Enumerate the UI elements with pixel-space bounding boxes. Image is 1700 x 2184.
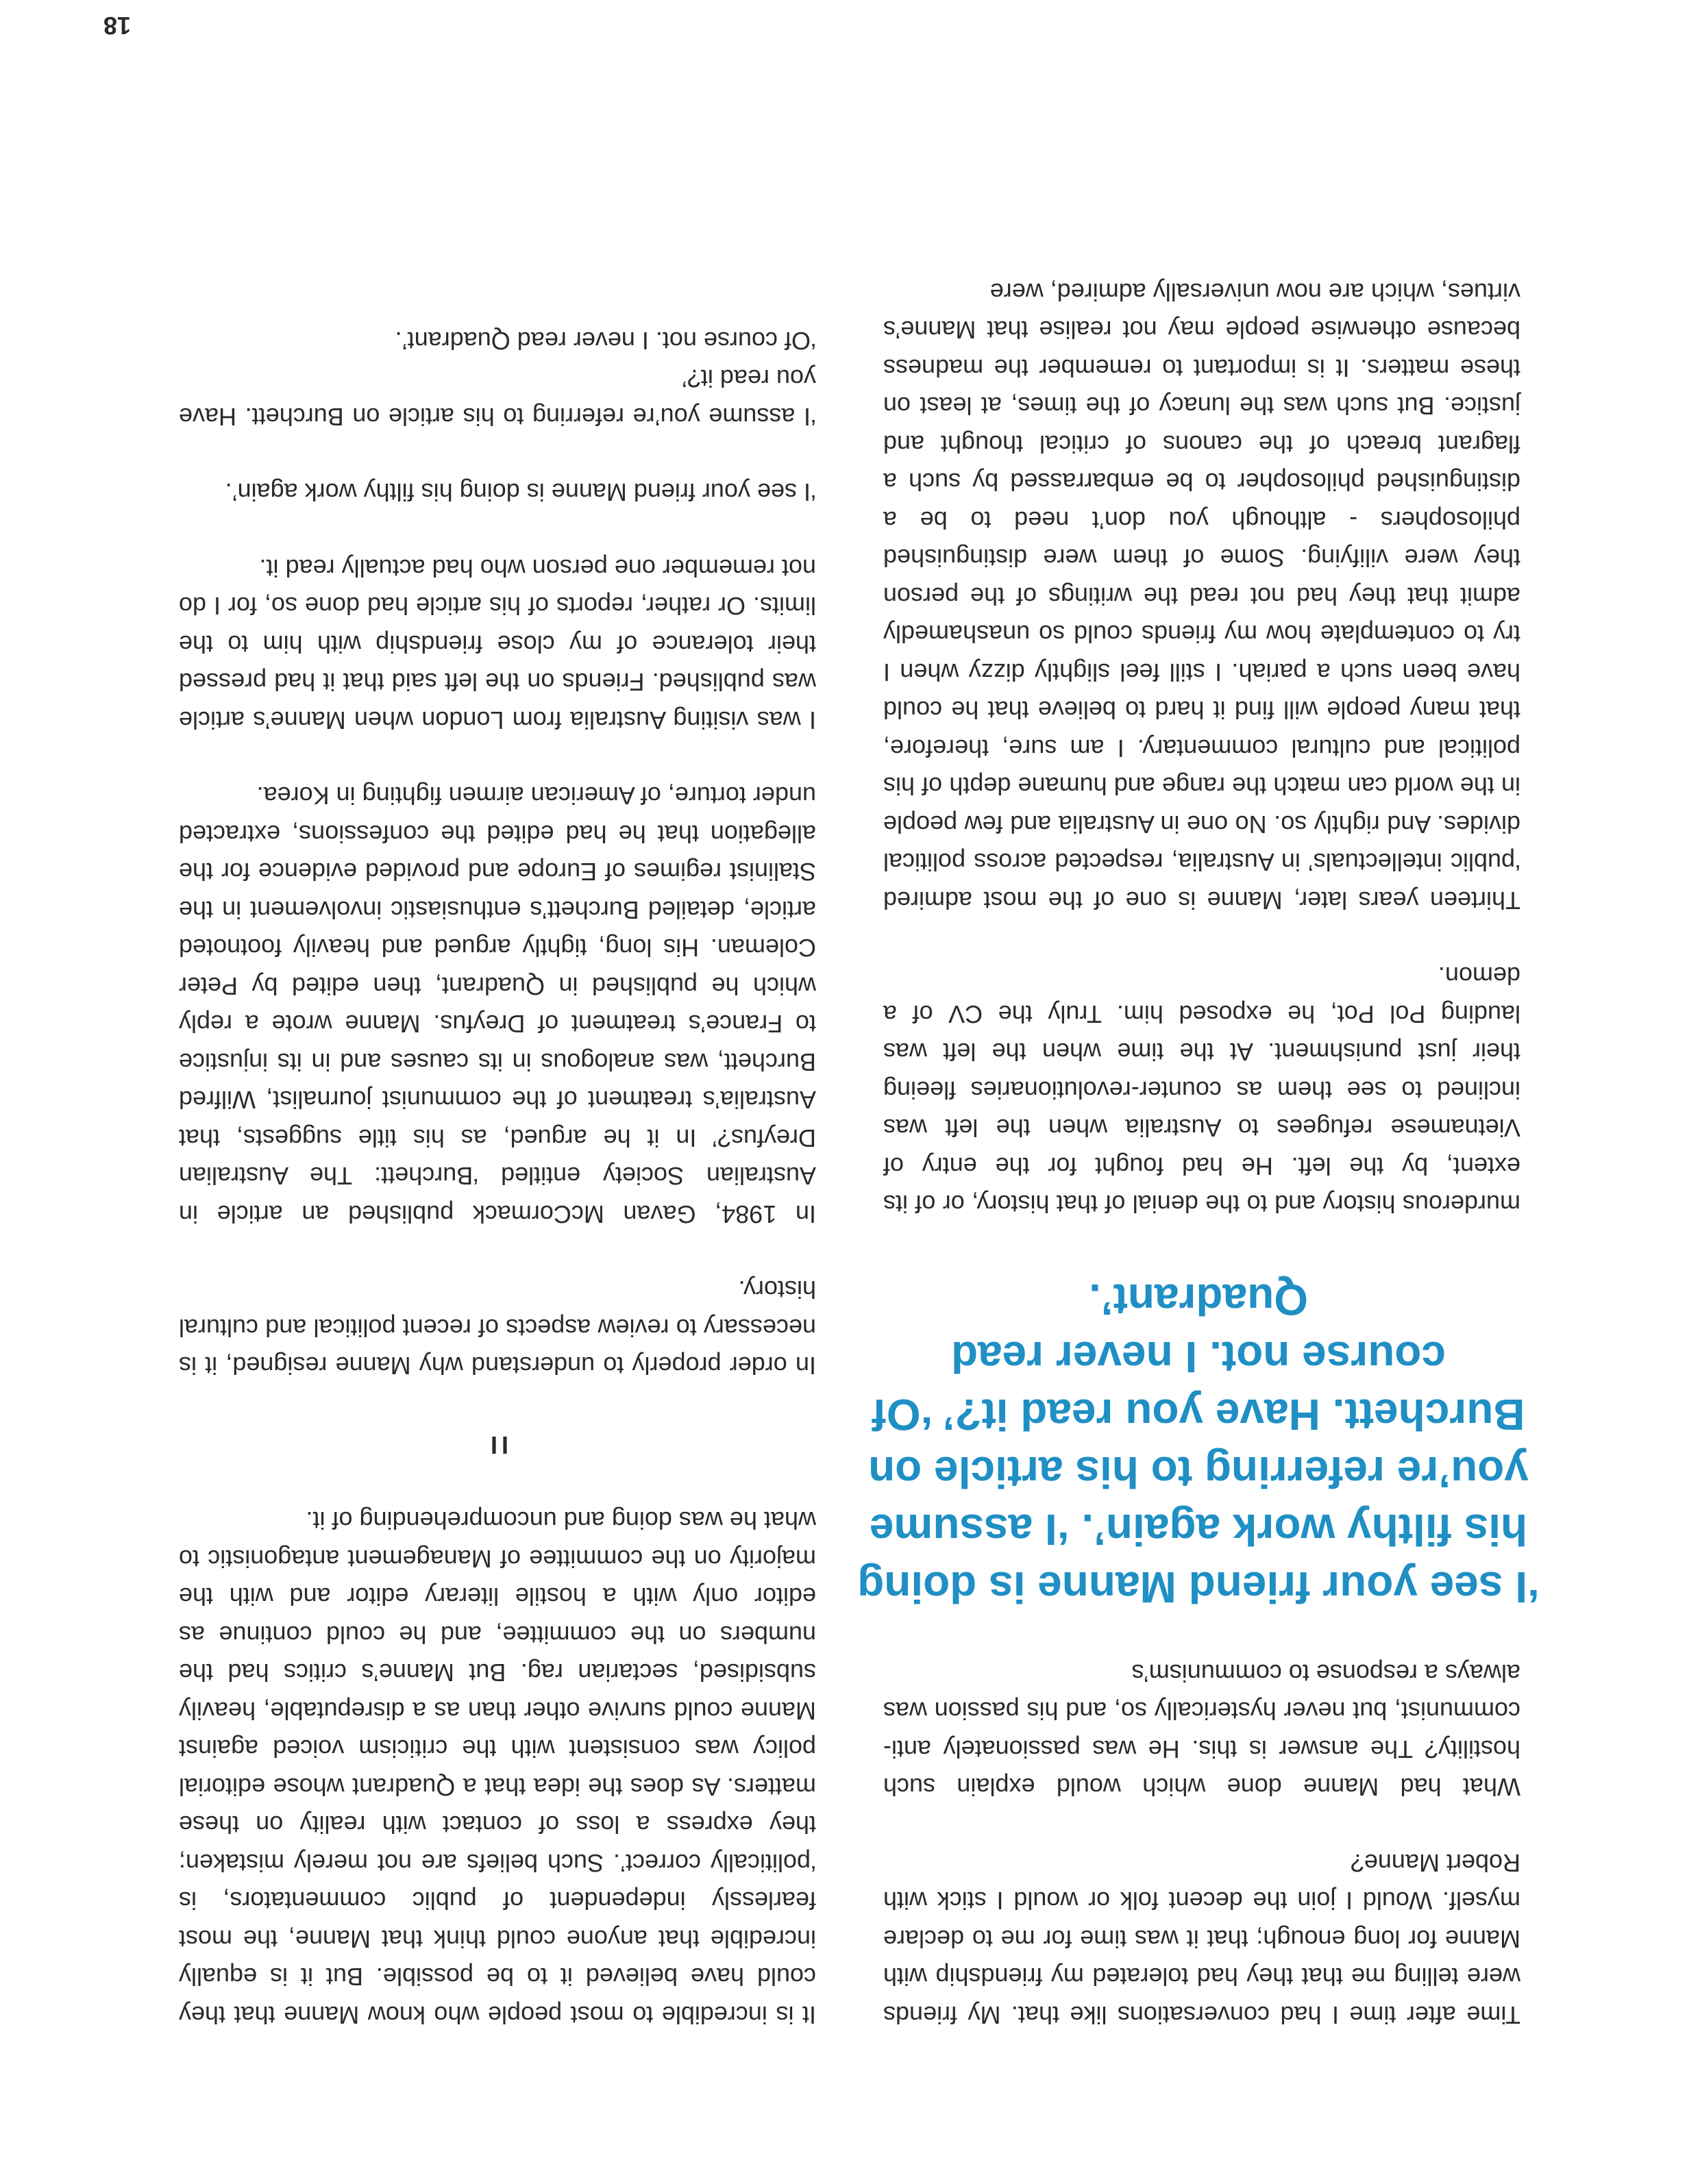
- dialogue-line: ‘I see your friend Manne is doing his filthy work again’.: [225, 478, 816, 507]
- paragraph: In 1984, Gavan McCormack published an article in Australian Society entitled ‘Burchett: The Australian Dreyfus?’ In it he argued, as his title suggests, that Australia’s treatment of the communist journalist, Wilfred Burchett, was analogous in its causes and in its injustice to France’s treatment of Dreyfus. Manne wrote a reply which he published in Quadrant, then edited by Peter Coleman. His long, tightly argued and heavily footnoted article, detailed Burchett’s enthusiastic involvement in the Stalinist regimes of Europe and provided evidence for the allegation that he had edited the confessions, extracted under torture, of American airmen fighting in Korea.: [179, 782, 816, 1228]
- dialogue-line: ‘Of course not. I never read Quadrant’.: [395, 327, 816, 355]
- page-number: 18: [103, 12, 131, 40]
- left-column: [179, 284, 816, 2035]
- paragraph: In order properly to understand why Manne resigned, it is necessary to review aspects of recent political and cultural history.: [179, 1276, 816, 1380]
- dialogue-line: ‘I assume you’re referring to his article on Burchett. Have you read it?’: [179, 364, 816, 431]
- paragraph: What had Manne done which would explain such hostility? The answer is this. He was passionately anti-communist, but never hysterically so, and his passion was always a response to communism’s: [883, 1659, 1520, 1802]
- paragraph: Thirteen years later, Manne is one of the most admired ‘public intellectuals’ in Australia, respected across political divides. And rightly so. No one in Australia and few people in the world can match the range and humane depth of his political and cultural commentary. I am sure, therefore, that many people will find it hard to believe that he could have been such a pariah. I still feel slightly dizzy when I try to contemplate how my friends could so unashamedly admit that they had not read the writings of the person they were vilifying. Some of them were distinguished philosophers - although you don’t need to be a distinguished philosopher to be embarrassed by such a flagrant breach of the canons of critical thought and justice. But such was the lunacy of the times, at least on these matters. It is important to remember the madness because otherwise people may not realise that Manne’s virtues, which are now universally admired, were: [883, 278, 1520, 915]
- right-column: [857, 236, 1540, 2035]
- pull-quote: ‘I see your friend Manne is doing his filthy work again’. ‘I assume you’re referring to his article on Burchett. Have you read it?’ ‘Of course not. I never read Quadrant’.: [857, 1275, 1540, 1613]
- paragraph: It is incredible to most people who know Manne that they could have believed it to be possible. But it is equally incredible that anyone could think that Manne, the most fearlessly independent of public commentators, is ‘politically correct’. Such beliefs are not merely mistaken; they express a loss of contact with reality on these matters. As does the idea that a Quadrant whose editorial policy was consistent with the criticism voiced against Manne could survive other than as a disreputable, heavily subsidised, sectarian rag. But Manne’s critics had the numbers on the committee, and he could continue as editor only with a hostile literary editor and with the majority on the committee of Management antagonistic to what he was doing and uncomprehending of it.: [179, 1506, 816, 2029]
- paragraph: murderous history and to the denial of that history, or of its extent, by the left. He had fought for the entry of Vietnamese refugees to Australia when the left was inclined to see them as counter-revolutionaries fleeing their just punishment. At the time when the left was lauding Pol Pot, he exposed him. Truly the CV of a demon.: [883, 962, 1520, 1219]
- section-number: II: [486, 1431, 509, 1459]
- paragraph: I was visiting Australia from London when Manne’s article was published. Friends on the left said that it had pressed their tolerance of my close friendship with him to the limits. Or rather, reports of his article had done so, for I do not remember one person who had actually read it.: [179, 554, 816, 734]
- paragraph: Time after time I had conversations like that. My friends were telling me that they had tolerated my friendship with Manne for long enough; that it was time for me to declare myself. Would I join the decent folk or would I stick with Robert Manne?: [883, 1849, 1520, 2029]
